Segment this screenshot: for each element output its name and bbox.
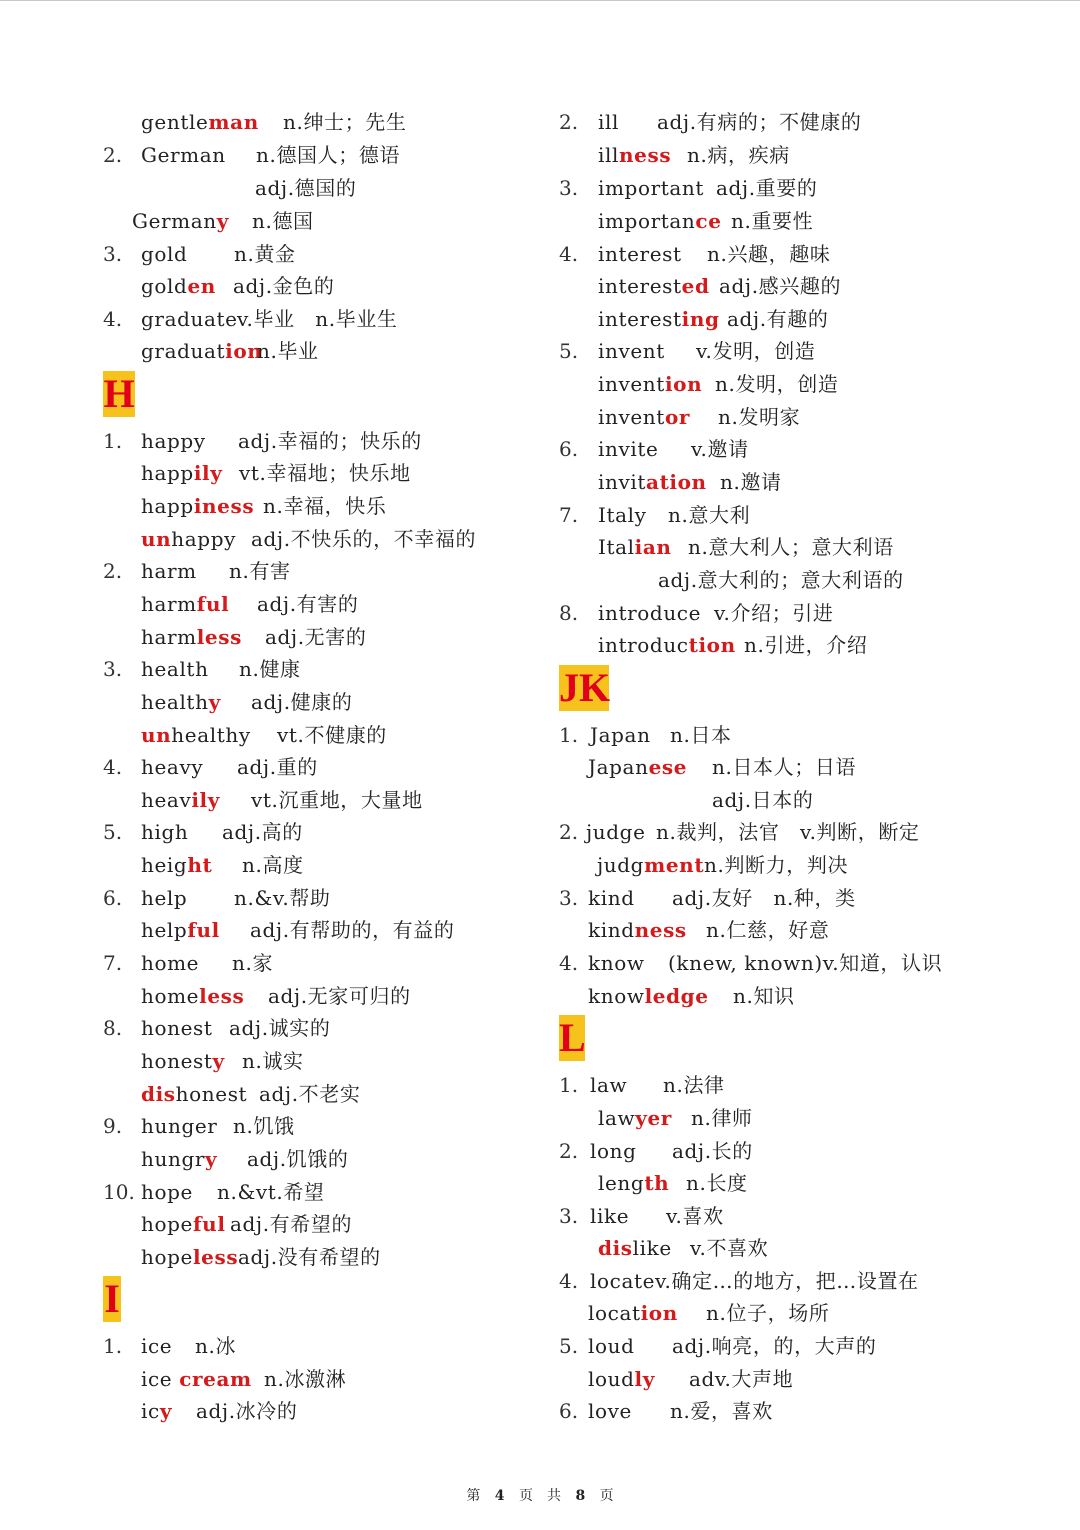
entry-number: 5. — [559, 339, 579, 363]
letter-heading: I — [104, 1276, 120, 1321]
word-translation: n.有害 — [229, 559, 291, 583]
word-translation: adj.德国的 — [255, 176, 357, 200]
word-suffix: y — [212, 1049, 225, 1073]
vocab-word — [598, 1235, 672, 1261]
entry-number: 1. — [103, 1334, 123, 1358]
vocab-word — [141, 1366, 252, 1392]
vocab-word — [597, 852, 704, 878]
word-translation: adj.高的 — [222, 820, 303, 844]
word-stem: honest — [141, 1016, 213, 1040]
vocab-word — [141, 983, 244, 1009]
word-stem: graduate — [141, 307, 238, 331]
word-suffix: or — [664, 405, 691, 429]
word-translation: adj.有希望的 — [230, 1212, 353, 1236]
word-translation: n.德国人；德语 — [256, 143, 401, 167]
vocab-word — [598, 175, 704, 201]
word-translation: n.冰激淋 — [264, 1367, 347, 1391]
word-translation: vt.沉重地，大量地 — [251, 788, 423, 812]
word-stem: loud — [588, 1367, 635, 1391]
word-translation: n.诚实 — [242, 1049, 304, 1073]
word-suffix: ful — [192, 1212, 226, 1236]
word-translation: n.判断力，判决 — [704, 853, 849, 877]
entry-number: 4. — [559, 951, 579, 975]
word-translation: n.法律 — [663, 1073, 725, 1097]
vocab-word — [141, 1398, 172, 1424]
word-stem: harm — [141, 559, 197, 583]
vocab-word — [588, 950, 645, 976]
vocab-word — [141, 950, 199, 976]
word-translation: n.德国 — [252, 209, 314, 233]
word-stem: honest — [175, 1082, 248, 1106]
word-translation: v.毕业 n.毕业生 — [237, 307, 398, 331]
word-stem: help — [141, 918, 188, 942]
word-translation: n.兴趣，趣味 — [707, 242, 831, 266]
word-stem: interest — [598, 242, 682, 266]
vocab-word — [141, 1146, 217, 1172]
vocab-word — [598, 502, 647, 528]
word-translation: adj.诚实的 — [229, 1016, 331, 1040]
word-translation: n.冰 — [195, 1334, 237, 1358]
vocab-word — [141, 338, 262, 364]
word-suffix: th — [644, 1171, 670, 1195]
word-suffix: ion — [225, 339, 263, 363]
word-suffix: y — [205, 1147, 218, 1171]
word-translation: (knew, known)v.知道，认识 — [668, 951, 943, 975]
vocab-word — [141, 526, 236, 552]
word-translation: n.家 — [232, 951, 274, 975]
word-translation: adj.有趣的 — [727, 307, 829, 331]
vocab-word — [598, 436, 658, 462]
word-suffix: ed — [681, 274, 710, 298]
word-translation: adj.金色的 — [233, 274, 335, 298]
vocab-word — [141, 460, 222, 486]
word-stem: locat — [588, 1301, 641, 1325]
word-suffix: tion — [688, 633, 736, 657]
word-translation: n.发明家 — [718, 405, 801, 429]
word-translation: adj.饥饿的 — [247, 1147, 349, 1171]
vocab-word — [590, 722, 651, 748]
entry-number: 2. — [559, 110, 579, 134]
vocab-word — [141, 591, 229, 617]
word-suffix: ledge — [644, 984, 709, 1008]
letter-heading: JK — [559, 665, 611, 710]
word-suffix: ment — [644, 853, 705, 877]
vocab-word — [598, 338, 665, 364]
vocab-word — [588, 754, 687, 780]
word-stem: ice — [141, 1367, 180, 1391]
word-suffix: y — [208, 690, 221, 714]
word-stem: like — [590, 1204, 630, 1228]
word-translation: adj.健康的 — [251, 690, 353, 714]
vocab-word — [141, 558, 197, 584]
word-stem: invite — [598, 437, 659, 461]
entry-number: 9. — [103, 1114, 123, 1138]
vocab-word — [598, 600, 701, 626]
word-prefix: un — [141, 527, 172, 551]
vocab-word — [590, 1203, 629, 1229]
word-stem: harm — [141, 592, 197, 616]
vocab-word — [598, 1105, 672, 1131]
word-translation: n.发明，创造 — [715, 372, 839, 396]
word-translation: n.绅士；先生 — [283, 110, 407, 134]
vocab-word — [588, 983, 709, 1009]
word-translation: adj.不快乐的，不幸福的 — [251, 527, 477, 551]
word-stem: help — [141, 886, 188, 910]
vocab-word — [588, 1398, 632, 1424]
word-translation: n.意大利 — [668, 503, 751, 527]
word-translation: adj.冰冷的 — [196, 1399, 298, 1423]
word-stem: loud — [588, 1334, 635, 1358]
word-stem: German — [141, 143, 226, 167]
word-stem: gold — [141, 274, 188, 298]
word-suffix: ful — [187, 918, 220, 942]
word-suffix: ness — [634, 918, 687, 942]
word-translation: n.律师 — [691, 1106, 753, 1130]
word-suffix: y — [216, 209, 229, 233]
footer-page-number: 4 — [494, 1488, 505, 1504]
vocab-word — [141, 917, 220, 943]
vocab-word — [598, 534, 672, 560]
vocab-word — [141, 722, 251, 748]
word-suffix: ness — [619, 143, 672, 167]
entry-number: 3. — [559, 886, 579, 910]
vocab-word — [598, 404, 690, 430]
word-translation: v.发明，创造 — [696, 339, 816, 363]
entry-number: 10. — [103, 1180, 135, 1204]
page-footer — [0, 1485, 1080, 1505]
vocab-word — [141, 1048, 225, 1074]
word-translation: adj.没有希望的 — [238, 1245, 381, 1269]
word-translation: n.高度 — [242, 853, 304, 877]
word-translation: n.知识 — [733, 984, 795, 1008]
vocab-word — [598, 632, 736, 658]
word-stem: importan — [598, 209, 696, 233]
word-stem: invit — [598, 470, 647, 494]
word-stem: graduat — [141, 339, 226, 363]
word-stem: ill — [598, 110, 619, 134]
vocab-word — [598, 273, 710, 299]
word-stem: hope — [141, 1245, 193, 1269]
word-translation: n.引进，介绍 — [744, 633, 868, 657]
vocab-word — [141, 1333, 172, 1359]
vocab-word — [598, 469, 707, 495]
entry-number: 3. — [103, 657, 123, 681]
footer-mid: 页 共 — [519, 1488, 561, 1504]
word-translation: n.黄金 — [234, 242, 296, 266]
vocab-word — [141, 1015, 213, 1041]
word-stem: home — [141, 951, 200, 975]
vocab-word — [141, 624, 242, 650]
entry-number: 1. — [559, 723, 579, 747]
word-suffix: ation — [646, 470, 707, 494]
footer-prefix: 第 — [466, 1488, 481, 1504]
word-translation: n.仁慈，好意 — [706, 918, 830, 942]
letter-heading: L — [559, 1015, 586, 1060]
vocab-word — [598, 208, 722, 234]
word-suffix: en — [187, 274, 216, 298]
word-suffix: man — [208, 110, 259, 134]
vocab-word — [598, 1170, 669, 1196]
word-translation: adj.幸福的；快乐的 — [238, 429, 422, 453]
vocab-word — [598, 142, 671, 168]
word-stem: Italy — [598, 503, 647, 527]
word-translation: n.位子，场所 — [706, 1301, 830, 1325]
entry-number: 2. — [103, 143, 123, 167]
vocab-word — [132, 208, 229, 234]
word-stem: health — [141, 690, 209, 714]
word-translation: adj.日本的 — [712, 788, 814, 812]
word-translation: adj.无害的 — [265, 625, 367, 649]
word-prefix: un — [141, 723, 172, 747]
vocab-word — [590, 1138, 637, 1164]
word-stem: hope — [141, 1212, 193, 1236]
entry-number: 6. — [559, 1399, 579, 1423]
vocab-word — [141, 493, 254, 519]
word-stem: leng — [598, 1171, 645, 1195]
entry-number: 4. — [103, 755, 123, 779]
word-suffix: y — [159, 1399, 173, 1423]
word-stem: high — [141, 820, 189, 844]
word-stem: gentle — [141, 110, 209, 134]
word-stem: long — [590, 1139, 637, 1163]
word-translation: n.裁判，法官 v.判断，断定 — [656, 820, 920, 844]
word-prefix: dis — [141, 1082, 176, 1106]
word-translation: v.介绍；引进 — [714, 601, 834, 625]
word-suffix: less — [199, 984, 245, 1008]
vocab-word — [590, 1072, 627, 1098]
word-stem: Japan — [588, 755, 649, 779]
word-translation: vt.幸福地；快乐地 — [239, 461, 411, 485]
entry-number: 4. — [559, 1269, 579, 1293]
entry-number: 5. — [559, 1334, 579, 1358]
word-translation: n.爱，喜欢 — [670, 1399, 773, 1423]
vocab-word — [586, 819, 646, 845]
word-stem: important — [598, 176, 705, 200]
word-stem: happy — [141, 429, 206, 453]
vocab-word — [588, 1333, 635, 1359]
word-stem: law — [598, 1106, 636, 1130]
word-translation: n.长度 — [686, 1171, 748, 1195]
word-stem: judg — [597, 853, 645, 877]
word-stem: home — [141, 984, 200, 1008]
word-stem: kind — [588, 886, 635, 910]
entry-number: 2. — [559, 1139, 579, 1163]
vocab-word — [141, 1244, 238, 1270]
word-translation: n.日本人；日语 — [712, 755, 857, 779]
word-translation: adj.重要的 — [716, 176, 818, 200]
vocab-word — [598, 371, 702, 397]
vocab-word — [141, 819, 188, 845]
entry-number: 7. — [559, 503, 579, 527]
vocab-word — [588, 885, 635, 911]
word-stem: judge — [586, 820, 646, 844]
word-translation: adj.意大利的；意大利语的 — [658, 568, 904, 592]
word-stem: happ — [141, 494, 194, 518]
vocab-word — [141, 1081, 247, 1107]
vocab-word — [141, 109, 259, 135]
entry-number: 1. — [103, 429, 123, 453]
entry-number: 4. — [103, 307, 123, 331]
word-stem: kind — [588, 918, 635, 942]
word-translation: n.日本 — [670, 723, 732, 747]
word-suffix: ian — [634, 535, 672, 559]
vocab-word — [141, 787, 220, 813]
word-translation: n.重要性 — [731, 209, 814, 233]
entry-number: 1. — [559, 1073, 579, 1097]
word-suffix: less — [196, 625, 242, 649]
word-translation: adj.友好 n.种，类 — [672, 886, 856, 910]
vocab-word — [141, 885, 187, 911]
entry-number: 3. — [559, 1204, 579, 1228]
word-translation: v.邀请 — [691, 437, 749, 461]
word-stem: hunger — [141, 1114, 218, 1138]
vocab-word — [141, 428, 206, 454]
word-translation: n.毕业 — [257, 339, 319, 363]
word-translation: adj.长的 — [672, 1139, 753, 1163]
word-suffix: ese — [648, 755, 688, 779]
word-stem: interest — [598, 307, 682, 331]
word-translation: adj.有害的 — [257, 592, 359, 616]
word-stem: health — [141, 657, 209, 681]
vocab-word — [588, 917, 687, 943]
word-translation: v.不喜欢 — [690, 1236, 769, 1260]
word-translation: v.喜欢 — [666, 1204, 724, 1228]
vocab-word — [598, 306, 720, 332]
word-translation: v.确定…的地方，把…设置在 — [655, 1269, 919, 1293]
vocab-word — [141, 852, 212, 878]
word-stem: honest — [141, 1049, 213, 1073]
vocab-word — [598, 241, 682, 267]
vocab-word — [141, 754, 203, 780]
word-suffix: ce — [695, 209, 722, 233]
word-stem: heig — [141, 853, 188, 877]
word-suffix: iness — [193, 494, 255, 518]
word-suffix: ion — [664, 372, 703, 396]
word-stem: know — [588, 984, 645, 1008]
word-stem: ice — [141, 1334, 173, 1358]
word-stem: like — [632, 1236, 672, 1260]
word-stem: harm — [141, 625, 197, 649]
word-stem: ill — [598, 143, 619, 167]
word-stem: introduce — [598, 601, 702, 625]
vocab-word — [141, 306, 238, 332]
word-suffix: ht — [187, 853, 213, 877]
vocab-word — [141, 241, 187, 267]
vocab-word — [141, 1179, 193, 1205]
vocab-word — [598, 109, 619, 135]
word-suffix: ful — [196, 592, 230, 616]
vocab-word — [588, 1366, 655, 1392]
word-translation: adv.大声地 — [689, 1367, 794, 1391]
word-stem: invent — [598, 405, 665, 429]
word-stem: healthy — [171, 723, 251, 747]
word-translation: adj.无家可归的 — [268, 984, 411, 1008]
entry-number: 5. — [103, 820, 123, 844]
word-translation: adj.有病的；不健康的 — [657, 110, 862, 134]
entry-number: 8. — [103, 1016, 123, 1040]
word-prefix: dis — [598, 1236, 633, 1260]
word-stem: Japan — [590, 723, 651, 747]
footer-suffix: 页 — [599, 1488, 614, 1504]
word-translation: vt.不健康的 — [277, 723, 387, 747]
word-translation: n.邀请 — [720, 470, 782, 494]
vocab-word — [141, 142, 226, 168]
word-translation: n.&v.帮助 — [234, 886, 331, 910]
entry-number: 8. — [559, 601, 579, 625]
word-translation: adj.有帮助的，有益的 — [250, 918, 455, 942]
vocab-word — [590, 1268, 655, 1294]
word-translation: n.&vt.希望 — [217, 1180, 325, 1204]
word-stem: hungr — [141, 1147, 206, 1171]
entry-number: 2. — [559, 820, 579, 844]
word-stem: heav — [141, 788, 192, 812]
word-stem: law — [590, 1073, 628, 1097]
word-stem: happ — [141, 461, 194, 485]
vocab-word — [141, 1211, 226, 1237]
entry-number: 3. — [103, 242, 123, 266]
word-stem: gold — [141, 242, 188, 266]
word-stem: interest — [598, 274, 682, 298]
word-stem: invent — [598, 372, 665, 396]
entry-number: 2. — [103, 559, 123, 583]
word-translation: n.意大利人；意大利语 — [688, 535, 894, 559]
word-stem: know — [588, 951, 645, 975]
word-stem: love — [588, 1399, 632, 1423]
entry-number: 6. — [559, 437, 579, 461]
word-translation: n.饥饿 — [233, 1114, 295, 1138]
word-suffix: ion — [640, 1301, 678, 1325]
word-stem: invent — [598, 339, 665, 363]
word-suffix: less — [192, 1245, 239, 1269]
word-translation: n.幸福，快乐 — [263, 494, 387, 518]
word-translation: adj.响亮，的，大声的 — [672, 1334, 877, 1358]
entry-number: 4. — [559, 242, 579, 266]
vocab-word — [141, 273, 216, 299]
vocab-word — [141, 689, 221, 715]
entry-number: 7. — [103, 951, 123, 975]
vocab-word — [588, 1300, 678, 1326]
word-suffix: cream — [179, 1367, 252, 1391]
entry-number: 6. — [103, 886, 123, 910]
letter-heading: H — [103, 371, 135, 416]
word-suffix: ily — [193, 461, 223, 485]
footer-total-pages: 8 — [575, 1488, 586, 1504]
word-suffix: ily — [191, 788, 220, 812]
word-stem: German — [132, 209, 217, 233]
word-stem: hope — [141, 1180, 193, 1204]
word-stem: locate — [590, 1269, 656, 1293]
word-translation: adj.感兴趣的 — [719, 274, 842, 298]
word-translation: n.健康 — [239, 657, 301, 681]
entry-number: 3. — [559, 176, 579, 200]
vocab-word — [141, 1113, 217, 1139]
word-suffix: yer — [635, 1106, 672, 1130]
word-stem: ic — [141, 1399, 160, 1423]
word-translation: adj.重的 — [237, 755, 318, 779]
word-stem: Ital — [598, 535, 635, 559]
vocab-word — [141, 656, 209, 682]
word-suffix: ly — [634, 1367, 655, 1391]
word-stem: introduc — [598, 633, 689, 657]
word-stem: heavy — [141, 755, 204, 779]
word-translation: n.病，疾病 — [687, 143, 790, 167]
word-stem: happy — [171, 527, 237, 551]
word-translation: adj.不老实 — [259, 1082, 361, 1106]
word-suffix: ing — [681, 307, 720, 331]
